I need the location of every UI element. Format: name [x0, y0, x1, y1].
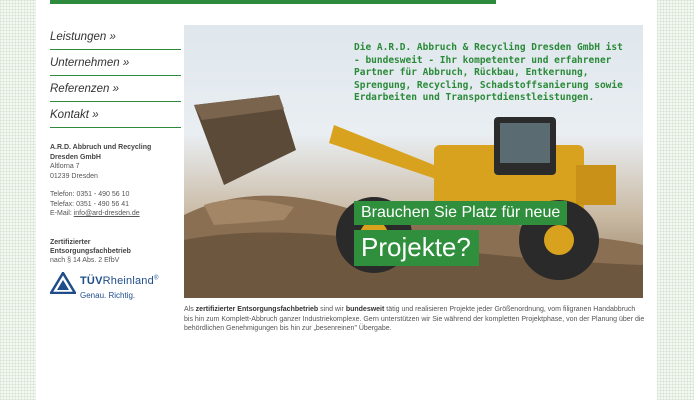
tuv-triangle-icon [50, 272, 76, 294]
top-accent-bar [50, 0, 496, 4]
phone: Telefon: 0351 - 490 56 10 [50, 191, 130, 198]
hero-image [184, 25, 643, 298]
company-name-line1: A.R.D. Abbruch und Recycling [50, 144, 152, 151]
city: 01239 Dresden [50, 172, 98, 180]
nav-label[interactable]: Referenzen » [50, 82, 120, 95]
nav-item-unternehmen[interactable] [50, 50, 181, 76]
hero-intro-text: Die A.R.D. Abbruch & Recycling Dresden GmbH ist - bundesweit - Ihr kompetenter und erfahrener Partner für Abbruch, Rückbau, Entkernung, Sprengung, Recycling, Schadstoffsanierung sowie Erdarbeiten und Transportdienstleistungen. [354, 42, 623, 103]
nav-item-kontakt[interactable] [50, 102, 181, 128]
nav-item-leistungen[interactable] [50, 24, 181, 50]
tuv-slogan: Genau. Richtig. [80, 291, 136, 300]
hero-banner-line1[interactable]: Brauchen Sie Platz für neue [354, 201, 567, 225]
intro-paragraph: Als zertifizierter Entsorgungsfachbetrieb sind wir bundesweit tätig und realisieren Projekte jeder Größenordnung, vom filigranen Handabbruch bis hin zum Komplett-Abbruch ganzer Industriekomplexe. Gern unterstützen wir Sie während der kompletten Projektphase, von der Planung über die behördlichen Genehmigungen bis hin zur „besenreinen" Übergabe. [184, 306, 645, 332]
nav-label[interactable]: Unternehmen » [50, 56, 130, 69]
tuv-wordmark: TÜVRheinland® [80, 275, 159, 287]
hero-banner-line2[interactable]: Projekte? [354, 230, 479, 266]
email-label: E-Mail: [50, 210, 74, 217]
street: Altlorna 7 [50, 163, 80, 170]
fax: Telefax: 0351 - 490 56 41 [50, 200, 130, 208]
cert-title-line2: Entsorgungsfachbetrieb [50, 248, 131, 255]
tuv-logo[interactable] [50, 270, 181, 304]
nav-item-referenzen[interactable] [50, 76, 181, 102]
sidebar-nav [50, 24, 181, 128]
certification-info [50, 238, 181, 265]
nav-label[interactable]: Kontakt » [50, 108, 99, 121]
page [36, 0, 657, 400]
cert-title-line1: Zertifizierter [50, 239, 91, 246]
nav-label[interactable]: Leistungen » [50, 30, 116, 43]
cert-note: nach § 14 Abs. 2 EfbV [50, 257, 120, 264]
company-name-line2: Dresden GmbH [50, 153, 101, 161]
email-link[interactable]: info@ard-dresden.de [73, 210, 140, 217]
company-address [50, 143, 181, 219]
